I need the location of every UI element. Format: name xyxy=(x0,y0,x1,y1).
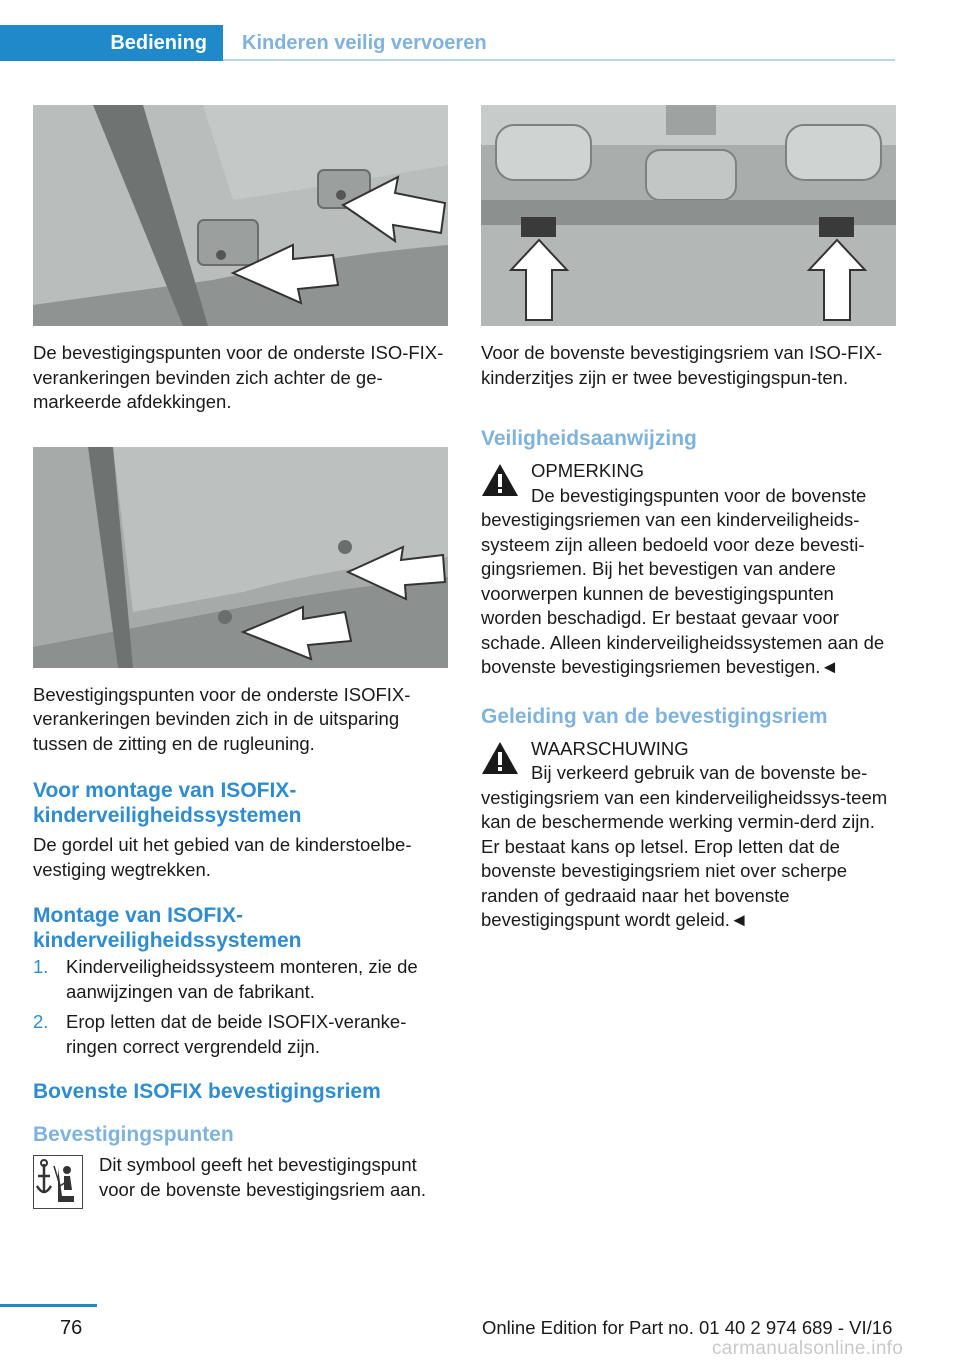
warning-text: Bij verkeerd gebruik van de bovenste be-vestigingsriem van een kinderveiligheidssys-teem kan de beschermende werking vermin-derd zijn. Er bestaat kans op letsel. Erop letten dat de bovenste bevestigingsriem niet over scherpe randen of gedraaid naar het bovenste bevestigingspunt wordt geleid.◄ xyxy=(481,762,888,930)
subheading-tether-routing: Geleiding van de bevestigingsriem xyxy=(481,704,828,728)
warning-header xyxy=(481,737,896,762)
heading-before-mounting: Voor montage van ISOFIX-kinderveiligheidssystemen xyxy=(33,779,302,827)
section-tab: Kinderen veilig vervoeren xyxy=(242,32,487,54)
edition-line: Online Edition for Part no. 01 40 2 974 689 - VI/16 xyxy=(482,1317,893,1338)
warning-triangle-icon xyxy=(481,463,519,497)
para-before-mounting: De gordel uit het gebied van de kinderstoelbe-vestiging wegtrekken. xyxy=(33,834,412,880)
warning-block xyxy=(481,737,896,933)
header-rule xyxy=(223,59,895,61)
page-header xyxy=(0,25,960,63)
note-text: De bevestigingspunten voor de bovenste bevestigingsriemen van een kinderveiligheids-systeem zijn alleen bedoeld voor deze bevesti-gingsriemen. Bij het bevestigen van andere voorwerpen kunnen de bevestigingspunten worden beschadigd. Er bestaat gevaar voor schade. Alleen kinderveiligheidssystemen aan de bovenste bevestigingsriemen bevestigen.◄ xyxy=(481,484,885,677)
mounting-steps xyxy=(33,955,448,1059)
warning-triangle-icon xyxy=(481,741,519,775)
photo-top-tether-points xyxy=(481,105,896,326)
subheading-safety-note: Veiligheidsaanwijzing xyxy=(481,427,697,450)
photo-lower-anchors-covers xyxy=(33,105,448,326)
note-label: OPMERKING xyxy=(531,460,645,481)
list-item xyxy=(33,1010,448,1059)
left-column xyxy=(33,105,448,1213)
warning-label: WAARSCHUWING xyxy=(531,737,689,759)
tether-anchor-symbol-icon xyxy=(33,1155,83,1209)
symbol-explanation xyxy=(33,1153,448,1213)
step-number: 2. xyxy=(33,1011,49,1032)
note-block xyxy=(481,459,896,680)
watermark: carmanualsonline.info xyxy=(712,1338,904,1359)
step-number: 1. xyxy=(33,956,49,977)
subheading-anchor-points: Bevestigingspunten xyxy=(33,1123,234,1146)
step-text: Kinderveiligheidssysteem monteren, zie de aanwijzingen van de fabrikant. xyxy=(66,956,418,1002)
heading-mounting: Montage van ISOFIX-kinderveiligheidssystemen xyxy=(33,904,302,952)
step-text: Erop letten dat de beide ISOFIX-veranke-ringen correct vergrendeld zijn. xyxy=(66,1011,407,1057)
chapter-tab: Bediening xyxy=(0,25,223,61)
heading-top-tether: Bovenste ISOFIX bevestigingsriem xyxy=(33,1080,381,1103)
list-item xyxy=(33,955,448,1004)
photo-lower-anchors-gap xyxy=(33,447,448,668)
right-column xyxy=(481,105,896,933)
page-number: 76 xyxy=(60,1317,83,1339)
footer-rule xyxy=(0,1304,97,1307)
caption-lower-anchors-gap: Bevestigingspunten voor de onderste ISOFIX-verankeringen bevinden zich in de uitsparing tussen de zitting en de rugleuning. xyxy=(33,683,411,754)
caption-top-tether-points: Voor de bovenste bevestigingsriem van ISO-FIX-kinderzitjes zijn er twee bevestigingspun-ten. xyxy=(481,342,883,388)
caption-lower-anchors-covers: De bevestigingspunten voor de onderste ISO-FIX-verankeringen bevinden zich achter de ge-markeerde afdekkingen. xyxy=(33,342,444,412)
symbol-text: Dit symbool geeft het bevestigingspunt voor de bovenste bevestigingsriem aan. xyxy=(99,1154,427,1200)
note-header xyxy=(481,459,896,484)
